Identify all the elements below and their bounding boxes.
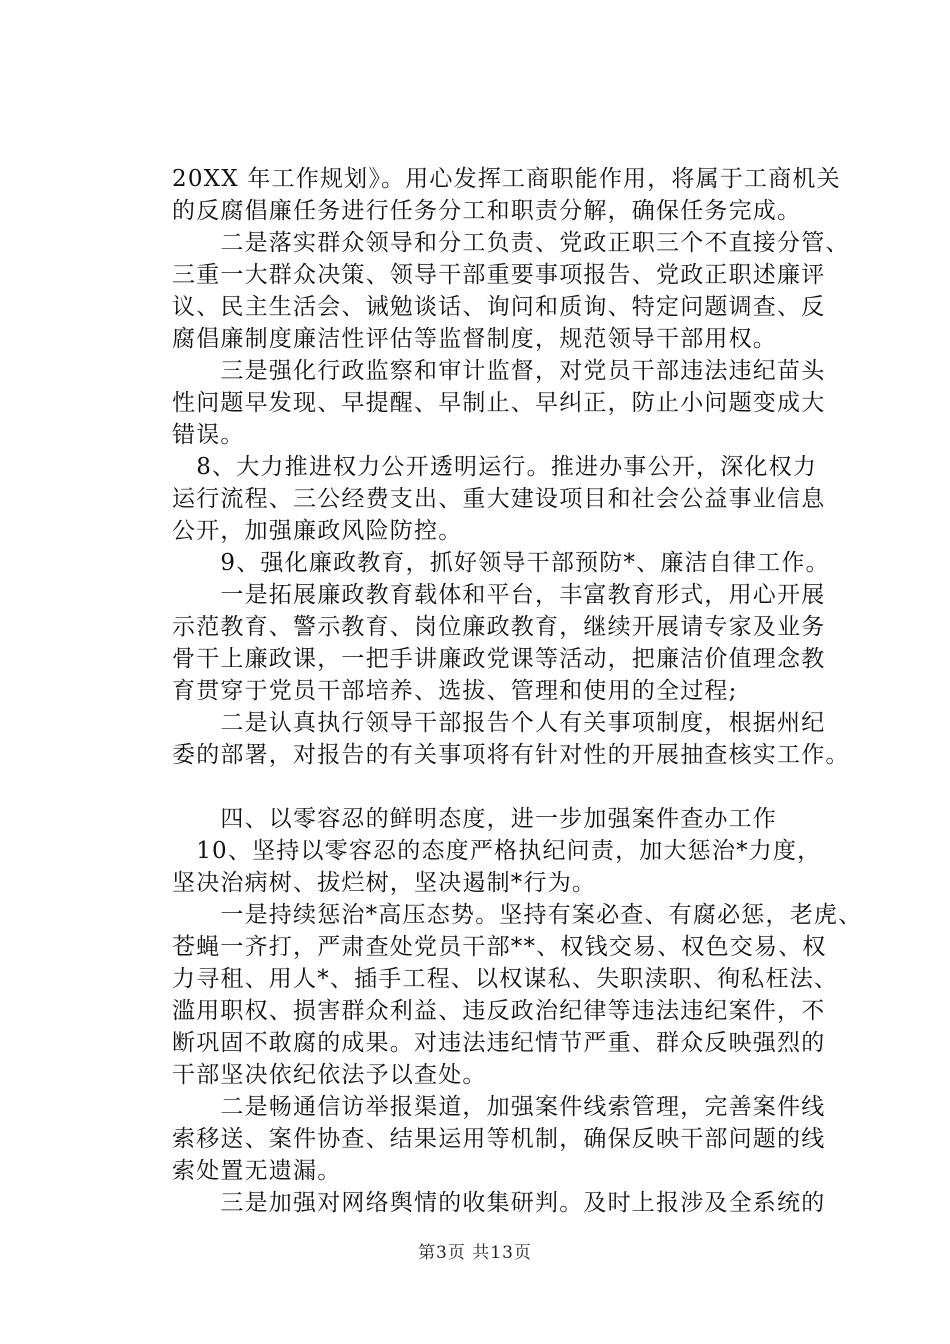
body-line: 索处置无遗漏。 (172, 1158, 342, 1184)
body-line: 20XX 年工作规划》。用心发挥工商职能作用，将属于工商机关 (172, 166, 841, 192)
body-line: 示范教育、警示教育、岗位廉政教育，继续开展请专家及业务 (172, 614, 826, 640)
document-body (172, 163, 863, 1219)
body-line: 苍蝇一齐打，严肃查处党员干部**、权钱交易、权色交易、权 (172, 934, 827, 960)
body-line: 的反腐倡廉任务进行任务分工和职责分解，确保任务完成。 (172, 198, 802, 224)
body-line: 议、民主生活会、诫勉谈话、询问和质询、特定问题调查、反 (172, 294, 826, 320)
body-line: 坚决治病树、拔烂树，坚决遏制*行为。 (172, 870, 597, 896)
body-line: 三重一大群众决策、领导干部重要事项报告、党政正职述廉评 (172, 262, 826, 288)
body-line: 干部坚决依纪依法予以查处。 (172, 1062, 487, 1088)
body-line: 运行流程、三公经费支出、重大建设项目和社会公益事业信息 (172, 486, 826, 512)
body-line: 滥用职权、损害群众利益、违反政治纪律等违法违纪案件，不 (172, 998, 826, 1024)
body-line: 索移送、案件协查、结果运用等机制，确保反映干部问题的线 (172, 1126, 826, 1152)
page-footer: 第3页 共13页 (418, 1243, 532, 1263)
body-line: 10、坚持以零容忍的态度严格执纪问责，加大惩治*力度， (172, 838, 822, 864)
body-line: 公开，加强廉政风险防控。 (172, 518, 463, 544)
body-line: 骨干上廉政课，一把手讲廉政党课等活动，把廉洁价值理念教 (172, 646, 826, 672)
body-line: 腐倡廉制度廉洁性评估等监督制度，规范领导干部用权。 (172, 326, 777, 352)
body-line: 9、强化廉政教育，抓好领导干部预防*、廉洁自律工作。 (172, 550, 830, 576)
body-line: 二是落实群众领导和分工负责、党政正职三个不直接分管、 (172, 230, 850, 256)
body-line: 性问题早发现、早提醒、早制止、早纠正，防止小问题变成大 (172, 390, 826, 416)
body-line: 二是认真执行领导干部报告个人有关事项制度，根据州纪 (172, 710, 826, 736)
body-line: 三是加强对网络舆情的收集研判。及时上报涉及全系统的 (172, 1190, 826, 1216)
body-line: 一是拓展廉政教育载体和平台，丰富教育形式，用心开展 (172, 582, 826, 608)
body-line: 二是畅通信访举报渠道，加强案件线索管理，完善案件线 (172, 1094, 826, 1120)
body-line: 8、大力推进权力公开透明运行。推进办事公开，深化权力 (172, 454, 818, 480)
body-line: 四、以零容忍的鲜明态度，进一步加强案件查办工作 (172, 806, 777, 832)
body-line: 一是持续惩治*高压态势。坚持有案必查、有腐必惩，老虎、 (172, 902, 863, 928)
body-line: 育贯穿于党员干部培养、选拔、管理和使用的全过程; (172, 678, 738, 704)
body-line: 三是强化行政监察和审计监督，对党员干部违法违纪苗头 (172, 358, 826, 384)
body-line: 委的部署，对报告的有关事项将有针对性的开展抽查核实工作。 (172, 742, 850, 768)
body-line: 力寻租、用人*、插手工程、以权谋私、失职渎职、徇私枉法、 (172, 966, 839, 992)
body-line (172, 771, 832, 803)
body-line: 断巩固不敢腐的成果。对违法违纪情节严重、群众反映强烈的 (172, 1030, 826, 1056)
body-line: 错误。 (172, 422, 245, 448)
